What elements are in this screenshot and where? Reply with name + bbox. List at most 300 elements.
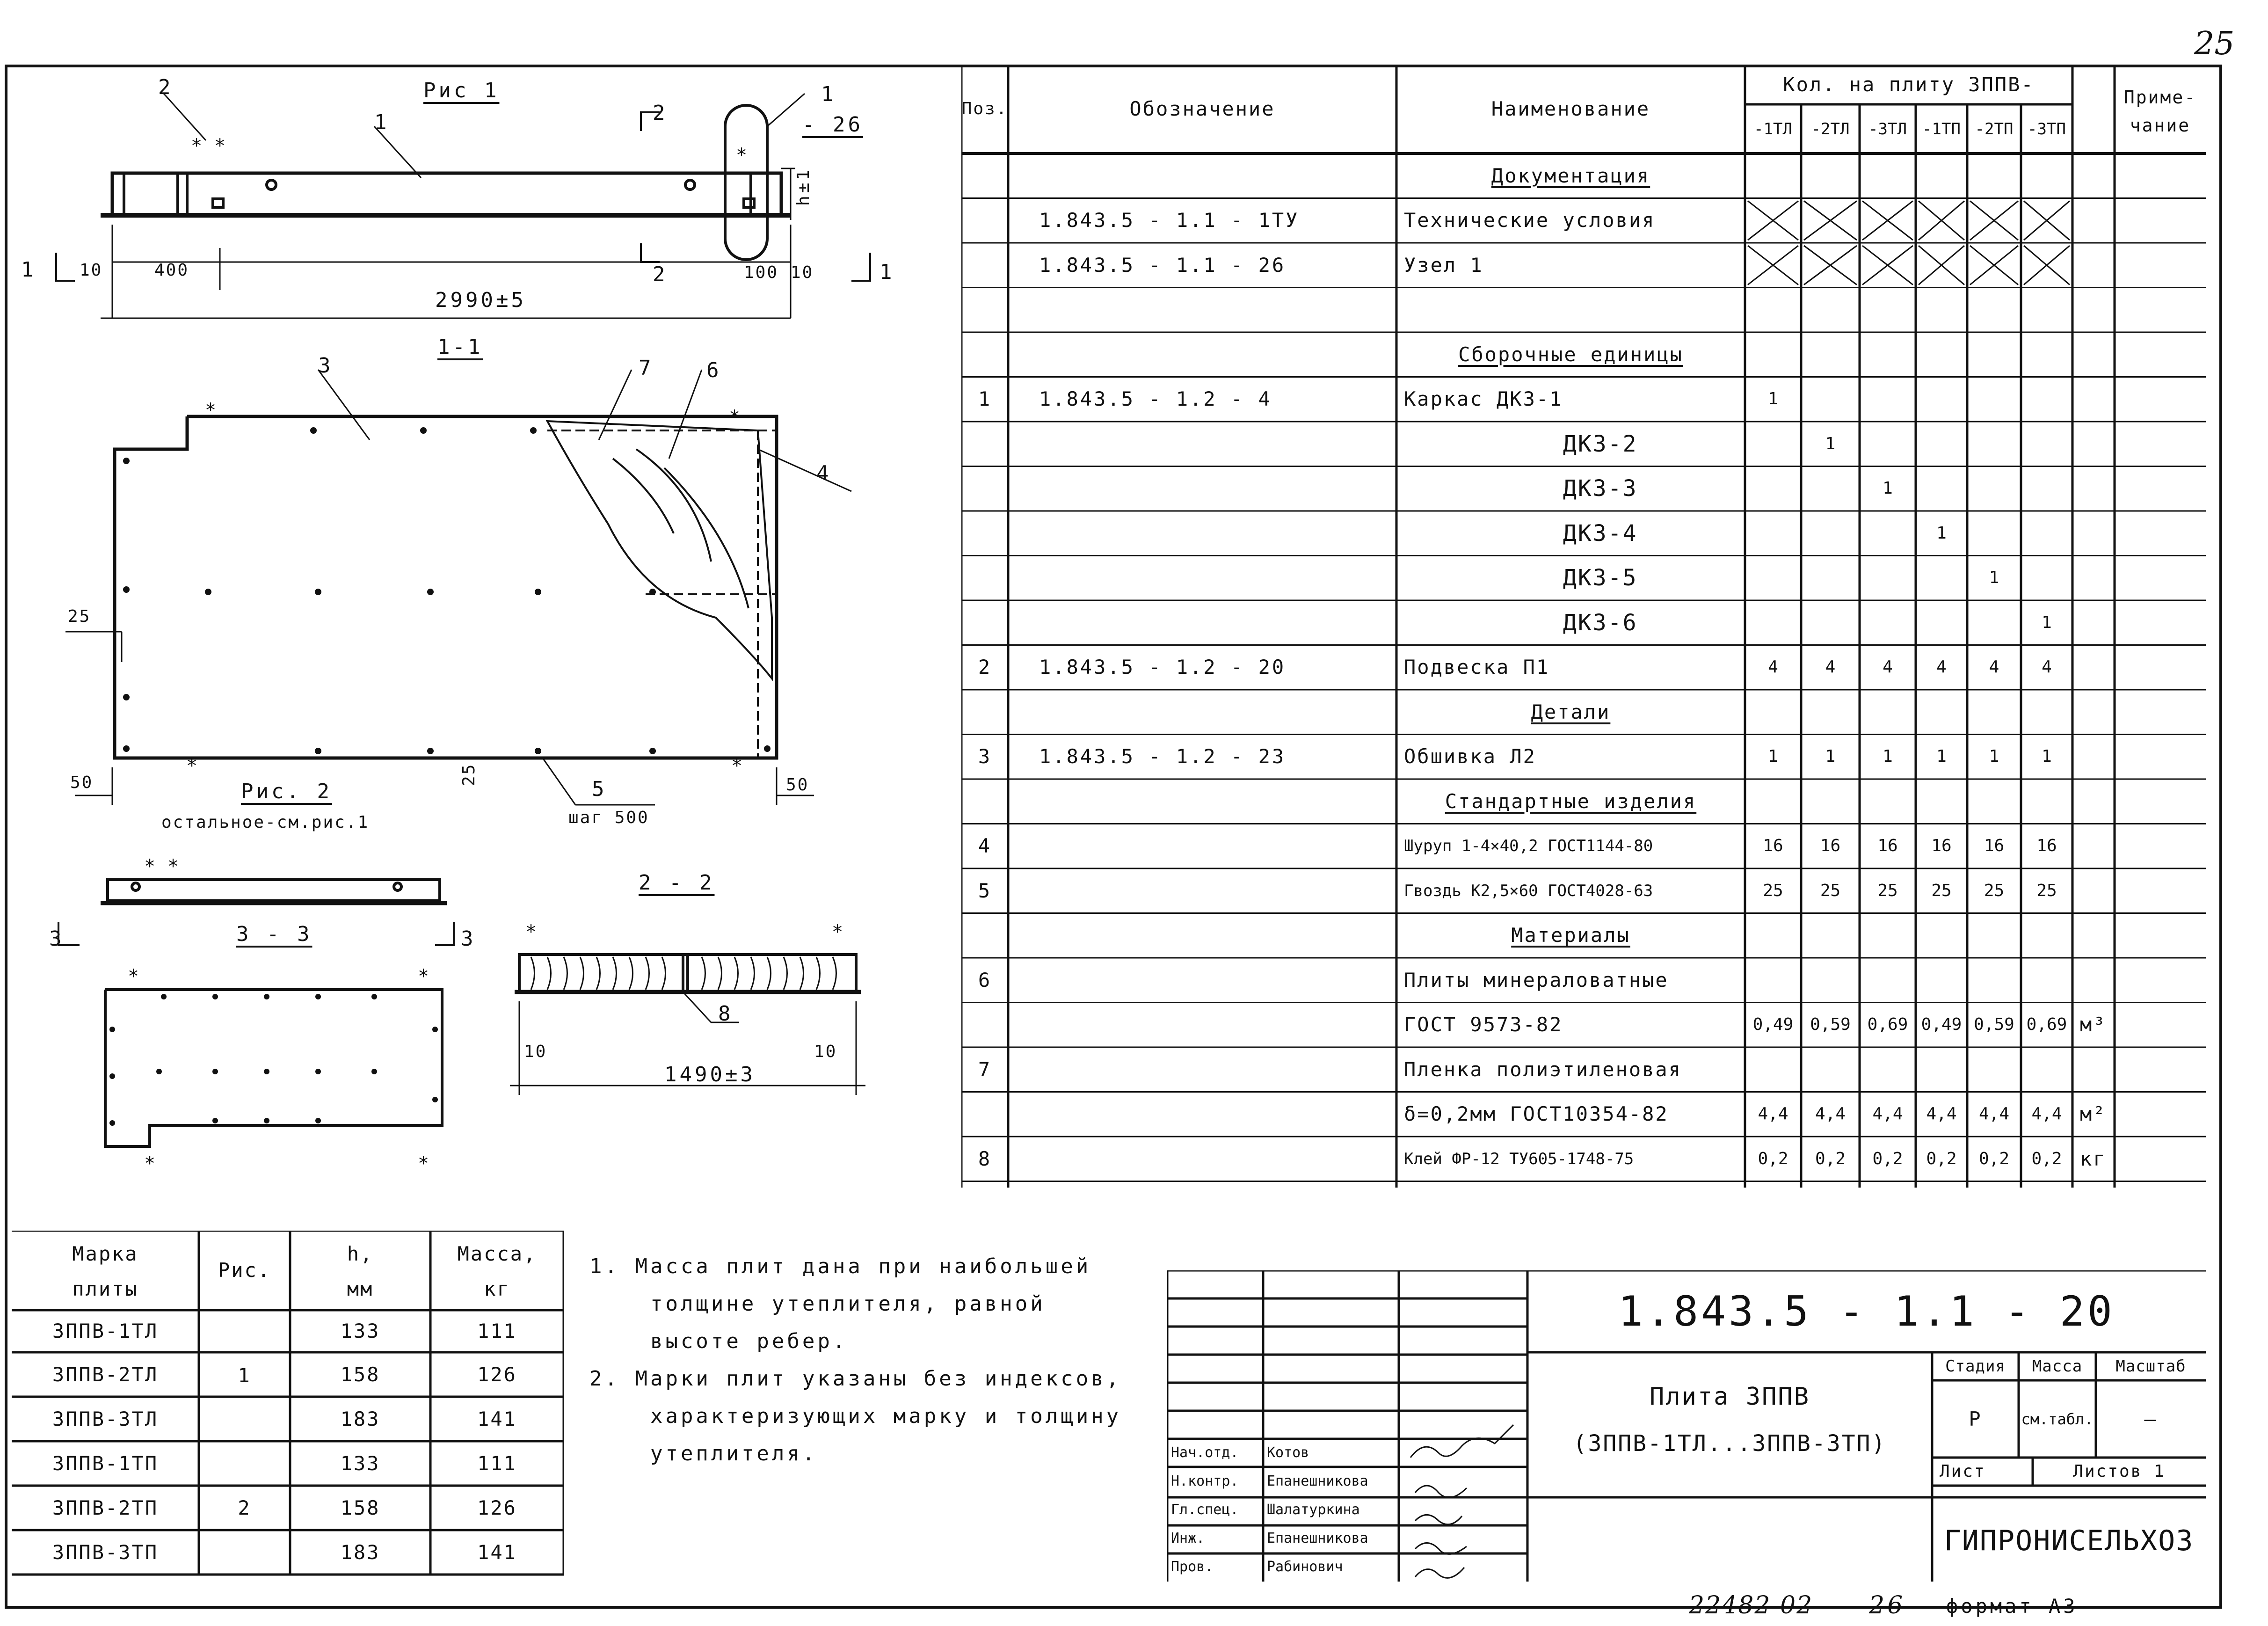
fig1-section-2a: 2 bbox=[653, 101, 668, 125]
spec-designation bbox=[1032, 779, 1396, 824]
spec-name: Подвеска П1 bbox=[1404, 656, 1550, 679]
spec-qty bbox=[1967, 779, 2021, 824]
spec-pos bbox=[961, 556, 1008, 601]
signer-name: Шалатуркина bbox=[1267, 1502, 1360, 1518]
sec22-dim-overall: 1490±3 bbox=[664, 1063, 756, 1086]
spec-qty bbox=[1860, 958, 1916, 1003]
spec-qty bbox=[1967, 511, 2021, 556]
marks-row-mass: 141 bbox=[477, 1407, 517, 1430]
marks-fig-group-1: 1 bbox=[238, 1364, 251, 1387]
spec-qty bbox=[1860, 243, 1916, 288]
qty-col-header: -1ТП bbox=[1922, 119, 1961, 139]
svg-text:*: * bbox=[731, 755, 743, 777]
scale-value: — bbox=[2144, 1407, 2158, 1430]
spec-qty bbox=[1916, 332, 1967, 377]
signer-name: Рабинович bbox=[1267, 1559, 1343, 1575]
drawing-name-2: (3ППВ-1ТЛ...3ППВ-3ТП) bbox=[1573, 1430, 1887, 1457]
spec-qty bbox=[1801, 198, 1860, 243]
spec-qty bbox=[1860, 422, 1916, 467]
spec-pos: 5 bbox=[978, 879, 992, 902]
spec-qty: 16 bbox=[1877, 836, 1898, 856]
spec-qty bbox=[1860, 556, 1916, 601]
sec11-dim-25: 25 bbox=[68, 607, 91, 626]
spec-section-heading: Документация bbox=[1491, 164, 1650, 187]
spec-note bbox=[2072, 735, 2206, 780]
mass-header: Масса bbox=[2032, 1357, 2083, 1376]
fig2-note: остальное-см.рис.1 bbox=[161, 813, 370, 832]
spec-qty bbox=[1916, 288, 1967, 333]
spec-qty: 4,4 bbox=[1815, 1104, 1846, 1124]
spec-qty bbox=[1745, 690, 1801, 735]
spec-qty bbox=[1801, 958, 1860, 1003]
spec-qty: 0,49 bbox=[1752, 1015, 1794, 1035]
spec-qty bbox=[1916, 1047, 1967, 1092]
fig1-label-2: 2 bbox=[158, 75, 174, 99]
marks-row-h: 133 bbox=[340, 1451, 380, 1475]
sheets-label: Листов 1 bbox=[2073, 1462, 2166, 1481]
note-line: утеплителя. bbox=[589, 1442, 818, 1466]
spec-qty bbox=[1801, 467, 1860, 511]
spec-qty: 1 bbox=[1825, 747, 1836, 766]
header-pos: Поз. bbox=[961, 99, 1008, 118]
spec-qty bbox=[2021, 332, 2072, 377]
spec-qty bbox=[1916, 556, 1967, 601]
signer-role: Н.контр. bbox=[1171, 1473, 1239, 1489]
spec-pos bbox=[961, 288, 1008, 333]
spec-qty bbox=[2021, 1047, 2072, 1092]
marks-row-h: 158 bbox=[340, 1363, 380, 1386]
marks-row-mark: 3ППВ-3ТП bbox=[52, 1540, 159, 1564]
qty-col-header: -2ТП bbox=[1975, 119, 2014, 139]
spec-qty: 0,2 bbox=[1926, 1149, 1957, 1168]
spec-qty: 1 bbox=[1936, 523, 1947, 543]
signer-name: Котов bbox=[1267, 1444, 1309, 1461]
spec-qty bbox=[1916, 243, 1967, 288]
fig1-dim-overall: 2990±5 bbox=[435, 288, 526, 312]
marks-row-mark: 3ППВ-3ТЛ bbox=[52, 1407, 159, 1430]
section-3-3-title: 3 - 3 bbox=[236, 922, 313, 946]
spec-qty: 0,59 bbox=[1810, 1015, 1851, 1035]
spec-pos bbox=[961, 422, 1008, 467]
spec-note bbox=[2072, 556, 2206, 601]
spec-designation bbox=[1032, 153, 1396, 198]
fig1-section-1-right: 1 bbox=[880, 260, 895, 284]
spec-qty bbox=[1860, 690, 1916, 735]
spec-qty: 4 bbox=[1883, 657, 1893, 677]
stage-value: Р bbox=[1969, 1407, 1982, 1430]
marks-header-mass-2: кг bbox=[484, 1277, 510, 1300]
spec-qty bbox=[1745, 1047, 1801, 1092]
spec-designation bbox=[1032, 332, 1396, 377]
spec-qty bbox=[1801, 690, 1860, 735]
spec-qty bbox=[1967, 332, 2021, 377]
spec-qty: 16 bbox=[2036, 836, 2057, 856]
spec-qty bbox=[1860, 288, 1916, 333]
spec-name: ДК3-4 bbox=[1563, 520, 1638, 547]
spec-qty bbox=[1745, 153, 1801, 198]
spec-qty: 4 bbox=[1825, 657, 1836, 677]
sec11-label-4: 4 bbox=[816, 461, 832, 485]
spec-note bbox=[2072, 868, 2206, 913]
specification-table bbox=[961, 65, 2206, 1188]
spec-qty bbox=[1860, 377, 1916, 422]
spec-section-heading: Детали bbox=[1531, 700, 1611, 723]
spec-name: Пленка полиэтиленовая bbox=[1404, 1057, 1682, 1081]
spec-qty: 0,2 bbox=[1758, 1149, 1788, 1168]
spec-qty bbox=[2021, 198, 2072, 243]
fig1-dim-100: 100 bbox=[744, 263, 779, 282]
spec-qty: 0,2 bbox=[1815, 1149, 1846, 1168]
sec22-dim-10a: 10 bbox=[524, 1042, 547, 1061]
marks-row-mass: 141 bbox=[477, 1540, 517, 1564]
sec11-dim-50b: 50 bbox=[786, 775, 809, 795]
spec-qty bbox=[2021, 779, 2072, 824]
spec-name: Плиты минераловатные bbox=[1404, 968, 1669, 992]
spec-designation bbox=[1032, 422, 1396, 467]
marks-row-h: 183 bbox=[340, 1540, 380, 1564]
spec-qty bbox=[1745, 422, 1801, 467]
spec-note bbox=[2072, 153, 2206, 198]
signer-role: Гл.спец. bbox=[1171, 1502, 1239, 1518]
spec-designation bbox=[1032, 1003, 1396, 1048]
spec-qty: 1 bbox=[1883, 479, 1893, 498]
note-line: 2. Марки плит указаны без индексов, bbox=[589, 1367, 1122, 1391]
signer-role: Инж. bbox=[1171, 1530, 1205, 1546]
spec-pos bbox=[961, 153, 1008, 198]
spec-qty bbox=[1967, 243, 2021, 288]
header-note-2: чание bbox=[2130, 115, 2191, 136]
spec-qty: 1 bbox=[1936, 747, 1947, 766]
spec-qty: 1 bbox=[1883, 747, 1893, 766]
svg-text:*: * bbox=[214, 135, 226, 157]
marks-header-fig: Рис. bbox=[218, 1259, 271, 1282]
spec-qty bbox=[1801, 1047, 1860, 1092]
spec-qty bbox=[2021, 467, 2072, 511]
format-label: формат А3 bbox=[1946, 1595, 2078, 1618]
note-line: 1. Масса плит дана при наибольшей bbox=[589, 1254, 1091, 1278]
spec-qty: 4 bbox=[1768, 657, 1778, 677]
section-2-2-title: 2 - 2 bbox=[639, 871, 715, 895]
svg-text:*: * bbox=[417, 966, 429, 987]
fig1-elevation bbox=[56, 94, 870, 318]
spec-qty bbox=[1967, 153, 2021, 198]
fig1-dim-10a: 10 bbox=[80, 261, 103, 280]
marks-row-mass: 126 bbox=[477, 1363, 517, 1386]
marks-row-h: 158 bbox=[340, 1496, 380, 1519]
page-number: 25 bbox=[2194, 25, 2235, 62]
spec-pos bbox=[961, 913, 1008, 958]
spec-qty bbox=[2021, 377, 2072, 422]
header-note-1: Приме- bbox=[2123, 87, 2197, 108]
sheet-number: 26 bbox=[1869, 1591, 1906, 1619]
spec-note bbox=[2072, 422, 2206, 467]
sec11-label-7: 7 bbox=[639, 356, 654, 380]
spec-designation: 1.843.5 - 1.2 - 23 bbox=[1039, 745, 1286, 768]
spec-qty: 0,69 bbox=[2026, 1015, 2067, 1035]
header-name: Наименование bbox=[1491, 97, 1650, 120]
section-3-3-plan bbox=[105, 990, 442, 1146]
spec-note bbox=[2072, 779, 2206, 824]
spec-qty bbox=[2021, 913, 2072, 958]
spec-designation bbox=[1032, 556, 1396, 601]
spec-qty bbox=[1745, 288, 1801, 333]
fig1-node-1: 1 bbox=[821, 82, 836, 106]
marks-header-h-2: мм bbox=[347, 1277, 374, 1300]
spec-qty: 4 bbox=[1936, 657, 1947, 677]
scale-header: Масштаб bbox=[2115, 1357, 2186, 1376]
spec-qty bbox=[1745, 779, 1801, 824]
spec-pos: 6 bbox=[978, 968, 992, 992]
svg-text:*: * bbox=[831, 921, 843, 943]
spec-pos: 4 bbox=[978, 834, 992, 858]
signatures bbox=[1410, 1425, 1513, 1578]
marks-row-h: 183 bbox=[340, 1407, 380, 1430]
spec-qty bbox=[1967, 422, 2021, 467]
spec-note: кг bbox=[2080, 1147, 2107, 1170]
spec-qty bbox=[1801, 153, 1860, 198]
spec-designation bbox=[1032, 467, 1396, 511]
svg-text:*: * bbox=[735, 145, 748, 166]
sec11-label-3: 3 bbox=[318, 354, 334, 378]
spec-note bbox=[2072, 332, 2206, 377]
svg-text:*: * bbox=[525, 921, 537, 943]
spec-qty bbox=[1860, 198, 1916, 243]
marks-row-mark: 3ППВ-1ТЛ bbox=[52, 1320, 159, 1342]
spec-qty: 16 bbox=[1984, 836, 2005, 856]
spec-qty: 25 bbox=[1931, 881, 1952, 900]
svg-text:*: * bbox=[144, 1153, 156, 1174]
sec33-mark-left: 3 bbox=[49, 927, 65, 951]
spec-qty bbox=[1860, 511, 1916, 556]
marks-row-h: 133 bbox=[340, 1320, 380, 1342]
spec-qty bbox=[1745, 243, 1801, 288]
spec-pos bbox=[961, 243, 1008, 288]
spec-note bbox=[2072, 958, 2206, 1003]
qty-col-header: -3ТЛ bbox=[1868, 119, 1907, 139]
stage-header: Стадия bbox=[1945, 1357, 2006, 1376]
inventory-number: 22482-02 bbox=[1689, 1591, 1813, 1619]
spec-qty: 1 bbox=[1989, 568, 1999, 588]
spec-qty bbox=[1967, 377, 2021, 422]
spec-pos: 8 bbox=[978, 1147, 992, 1170]
spec-qty: 1 bbox=[1768, 747, 1778, 766]
marks-row-mark: 3ППВ-2ТП bbox=[52, 1496, 159, 1519]
svg-text:*: * bbox=[186, 755, 198, 777]
spec-qty bbox=[1916, 377, 1967, 422]
spec-name: ДК3-2 bbox=[1563, 430, 1638, 457]
spec-qty: 25 bbox=[1877, 881, 1898, 900]
note-line: толщине утеплителя, равной bbox=[589, 1292, 1046, 1316]
spec-qty bbox=[1967, 690, 2021, 735]
spec-pos bbox=[961, 779, 1008, 824]
spec-designation: 1.843.5 - 1.2 - 4 bbox=[1039, 387, 1272, 411]
spec-name: ДК3-5 bbox=[1563, 565, 1638, 591]
spec-name: Узел 1 bbox=[1404, 253, 1483, 277]
spec-qty: 0,49 bbox=[1921, 1015, 1962, 1035]
spec-qty bbox=[1967, 600, 2021, 645]
spec-qty: 16 bbox=[1820, 836, 1841, 856]
spec-pos bbox=[961, 1092, 1008, 1137]
spec-name: Технические условия bbox=[1404, 209, 1656, 232]
spec-section-heading: Сборочные единицы bbox=[1458, 343, 1683, 366]
fig1-dim-400: 400 bbox=[154, 261, 189, 280]
spec-name: ГОСТ 9573-82 bbox=[1404, 1013, 1563, 1036]
spec-pos: 7 bbox=[978, 1057, 992, 1081]
spec-qty: 25 bbox=[1763, 881, 1783, 900]
spec-qty bbox=[1745, 467, 1801, 511]
qty-col-header: -2ТЛ bbox=[1811, 119, 1850, 139]
sec22-dim-10b: 10 bbox=[814, 1042, 837, 1061]
fig1-node-26: - 26 bbox=[802, 113, 863, 137]
spec-designation bbox=[1032, 1137, 1396, 1181]
spec-qty bbox=[2021, 243, 2072, 288]
spec-note bbox=[2072, 600, 2206, 645]
spec-qty: 4,4 bbox=[2031, 1104, 2062, 1124]
spec-qty bbox=[1860, 600, 1916, 645]
spec-qty: 1 bbox=[1989, 747, 1999, 766]
spec-qty bbox=[1801, 243, 1860, 288]
spec-qty bbox=[1801, 913, 1860, 958]
fig1-section-2b: 2 bbox=[653, 262, 668, 286]
spec-qty bbox=[1801, 511, 1860, 556]
spec-qty: 4 bbox=[2042, 657, 2052, 677]
spec-qty bbox=[1801, 377, 1860, 422]
spec-name: Обшивка Л2 bbox=[1404, 745, 1536, 768]
mass-value: см.табл. bbox=[2021, 1410, 2094, 1428]
signer-role: Нач.отд. bbox=[1171, 1444, 1239, 1461]
marks-row-mass: 111 bbox=[477, 1320, 517, 1342]
spec-designation bbox=[1032, 868, 1396, 913]
note-line: высоте ребер. bbox=[589, 1329, 848, 1353]
spec-note bbox=[2072, 198, 2206, 243]
spec-designation bbox=[1032, 1047, 1396, 1092]
spec-qty: 25 bbox=[2036, 881, 2057, 900]
spec-qty: 0,2 bbox=[1872, 1149, 1903, 1168]
spec-designation bbox=[1032, 511, 1396, 556]
signer-role: Пров. bbox=[1171, 1559, 1214, 1575]
marks-table bbox=[12, 1231, 564, 1582]
spec-qty bbox=[2021, 422, 2072, 467]
svg-text:*: * bbox=[204, 400, 217, 421]
spec-qty: 4,4 bbox=[1926, 1104, 1957, 1124]
spec-name: ДК3-3 bbox=[1563, 475, 1638, 502]
spec-qty bbox=[1967, 467, 2021, 511]
svg-text:*: * bbox=[417, 1153, 429, 1174]
spec-qty bbox=[1860, 913, 1916, 958]
spec-qty: 1 bbox=[1825, 434, 1836, 453]
spec-pos bbox=[961, 511, 1008, 556]
spec-qty: 0,2 bbox=[2031, 1149, 2062, 1168]
spec-name: Клей ФР-12 ТУ605-1748-75 bbox=[1404, 1149, 1634, 1168]
header-qty-group: Кол. на плиту 3ППВ- bbox=[1783, 73, 2035, 96]
spec-qty bbox=[1801, 332, 1860, 377]
fig1-section-1-left: 1 bbox=[21, 258, 36, 282]
spec-qty bbox=[2021, 556, 2072, 601]
spec-qty: 0,59 bbox=[1974, 1015, 2014, 1035]
signer-name: Епанешникова bbox=[1267, 1473, 1368, 1489]
spec-qty bbox=[1745, 198, 1801, 243]
spec-qty bbox=[1860, 1047, 1916, 1092]
spec-section-heading: Материалы bbox=[1511, 924, 1630, 947]
svg-text:*: * bbox=[728, 407, 741, 428]
spec-note bbox=[2072, 377, 2206, 422]
spec-pos: 1 bbox=[978, 387, 992, 411]
spec-designation bbox=[1032, 824, 1396, 869]
spec-pos: 3 bbox=[978, 745, 992, 768]
spec-qty bbox=[1916, 600, 1967, 645]
svg-text:*: * bbox=[127, 966, 139, 987]
spec-qty: 4,4 bbox=[1758, 1104, 1788, 1124]
spec-qty bbox=[1745, 332, 1801, 377]
spec-qty bbox=[1801, 600, 1860, 645]
drawing-code: 1.843.5 - 1.1 - 20 bbox=[1618, 1287, 2115, 1335]
sec33-mark-right: 3 bbox=[461, 927, 476, 951]
fig1-h-dim: h±1 bbox=[794, 167, 813, 206]
spec-pos: 2 bbox=[978, 656, 992, 679]
spec-qty bbox=[1967, 958, 2021, 1003]
spec-qty bbox=[1745, 913, 1801, 958]
spec-qty bbox=[2021, 958, 2072, 1003]
sec11-step: шаг 500 bbox=[568, 808, 649, 827]
marks-fig-group-2: 2 bbox=[238, 1496, 251, 1519]
spec-name: δ=0,2мм ГОСТ10354-82 bbox=[1404, 1102, 1669, 1126]
header-designation: Обозначение bbox=[1129, 97, 1275, 120]
title-block bbox=[1167, 1270, 2206, 1582]
fig1-label-1: 1 bbox=[374, 110, 390, 134]
spec-qty bbox=[1967, 288, 2021, 333]
fig2-title: Рис. 2 bbox=[241, 780, 332, 803]
spec-qty bbox=[1801, 556, 1860, 601]
marks-row-mass: 111 bbox=[477, 1451, 517, 1475]
spec-qty bbox=[2021, 690, 2072, 735]
spec-qty bbox=[1967, 198, 2021, 243]
spec-note bbox=[2072, 913, 2206, 958]
marks-header-mark-1: Марка bbox=[72, 1242, 138, 1265]
spec-qty bbox=[1967, 913, 2021, 958]
spec-qty bbox=[1916, 913, 1967, 958]
spec-pos bbox=[961, 690, 1008, 735]
sec11-dim-50a: 50 bbox=[70, 773, 94, 792]
spec-qty bbox=[1916, 153, 1967, 198]
spec-designation bbox=[1032, 288, 1396, 333]
qty-col-header: -1ТЛ bbox=[1754, 119, 1792, 139]
svg-text:*: * bbox=[190, 135, 203, 157]
fig1-title: Рис 1 bbox=[423, 79, 500, 102]
spec-name: Гвоздь К2,5×60 ГОСТ4028-63 bbox=[1404, 881, 1653, 900]
sec11-dim-25b: 25 bbox=[459, 763, 479, 786]
spec-note: м² bbox=[2080, 1102, 2107, 1126]
spec-qty bbox=[1916, 958, 1967, 1003]
spec-designation: 1.843.5 - 1.1 - 26 bbox=[1039, 253, 1286, 277]
spec-name: ДК3-6 bbox=[1563, 609, 1638, 636]
spec-qty bbox=[1745, 511, 1801, 556]
spec-qty: 4,4 bbox=[1872, 1104, 1903, 1124]
spec-qty bbox=[2021, 511, 2072, 556]
spec-qty bbox=[1916, 467, 1967, 511]
spec-qty: 4,4 bbox=[1978, 1104, 2010, 1124]
spec-qty bbox=[1801, 288, 1860, 333]
drawing-name-1: Плита 3ППВ bbox=[1649, 1383, 1810, 1411]
sheet-label: Лист bbox=[1940, 1462, 1986, 1481]
spec-designation bbox=[1032, 600, 1396, 645]
spec-qty bbox=[1745, 556, 1801, 601]
qty-col-header: -3ТП bbox=[2028, 119, 2066, 139]
spec-qty bbox=[2021, 288, 2072, 333]
spec-note bbox=[2072, 511, 2206, 556]
spec-qty bbox=[1916, 690, 1967, 735]
spec-note bbox=[2072, 288, 2206, 333]
spec-pos bbox=[961, 1003, 1008, 1048]
